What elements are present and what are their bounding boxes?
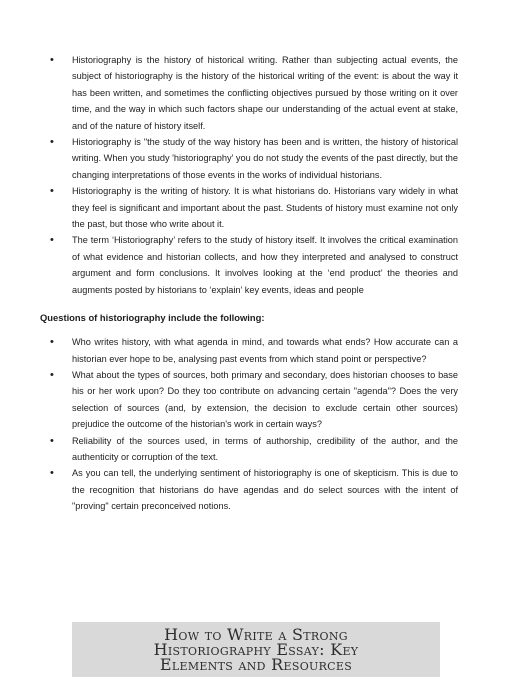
list-item: [40, 465, 458, 514]
banner-title-line: Historiography Essay: Key: [153, 640, 359, 659]
bullet-icon: •: [50, 136, 54, 149]
list-item-text: What about the types of sources, both primary and secondary, does historian chooses to base his or her work upon? Do they too contribute on advancing certain "agenda"? Does the very selection of sources (and, by extension, the decision to exclude certain other sources) prejudice the outcome of the historian's work in certain ways?: [72, 369, 458, 430]
questions-list: [40, 334, 458, 514]
list-item: [40, 367, 458, 433]
list-item: [40, 134, 458, 183]
bullet-icon: •: [50, 54, 54, 66]
bullet-icon: •: [50, 234, 54, 247]
list-item-text: Historiography is the writing of history. It is what historians do. Historians vary widely in what they feel is significant and important about the past. Students of history must examine not only the past, but those who write about it.: [72, 186, 458, 230]
list-item-text: The term ‘Historiography’ refers to the study of history itself. It involves the critical examination of what evidence and historian collects, and how they interpreted and analysed to construct argument and form conclusions. It involves looking at the ‘end product’ the theories and augments posted by historians to ‘explain’ key events, ideas and people: [72, 235, 458, 295]
list-item: [40, 433, 458, 466]
banner-title-line: Elements and Resources: [159, 655, 353, 674]
document-body: [40, 52, 458, 515]
list-item: [40, 183, 458, 232]
definition-list: [40, 52, 458, 298]
bullet-icon: •: [50, 368, 54, 381]
list-item-text: Historiography is "the study of the way history has been and is written, the history of historical writing. When you study 'historiography' you do not study the events of the past directly, but the changing interpretations of those events in the works of individual historians.: [72, 137, 458, 180]
list-item-text: Reliability of the sources used, in terms of authorship, credibility of the author, and the authenticity or corruption of the text.: [72, 435, 458, 462]
bullet-icon: •: [50, 336, 54, 349]
list-item-text: Historiography is the history of historical writing. Rather than subjecting actual events, the subject of historiography is the history of the historical writing of the event: is about the way it has been written, and sometimes the conflicting objectives pursued by those writing on it over time, and the way in which such factors shape our understanding of the actual event at stake, and of the nature of history itself.: [72, 55, 458, 131]
list-item-text: As you can tell, the underlying sentiment of historiography is one of skepticism. This is due to the recognition that historians do have agendas and do select sources with the intent of "proving" certain preconceived notions.: [72, 468, 458, 512]
banner-title-line: How to Write a Strong: [164, 625, 348, 644]
list-item-text: Who writes history, with what agenda in mind, and towards what ends? How accurate can a historian ever hope to be, analysing past events from which stand point or perspective?: [72, 337, 458, 364]
title-banner: [72, 622, 440, 677]
bullet-icon: •: [50, 467, 54, 480]
list-item: [40, 334, 458, 367]
bullet-icon: •: [50, 185, 54, 198]
list-item: [40, 232, 458, 298]
list-item: [40, 52, 458, 134]
section-heading: Questions of historiography include the following:: [40, 312, 265, 324]
bullet-icon: •: [50, 434, 54, 447]
